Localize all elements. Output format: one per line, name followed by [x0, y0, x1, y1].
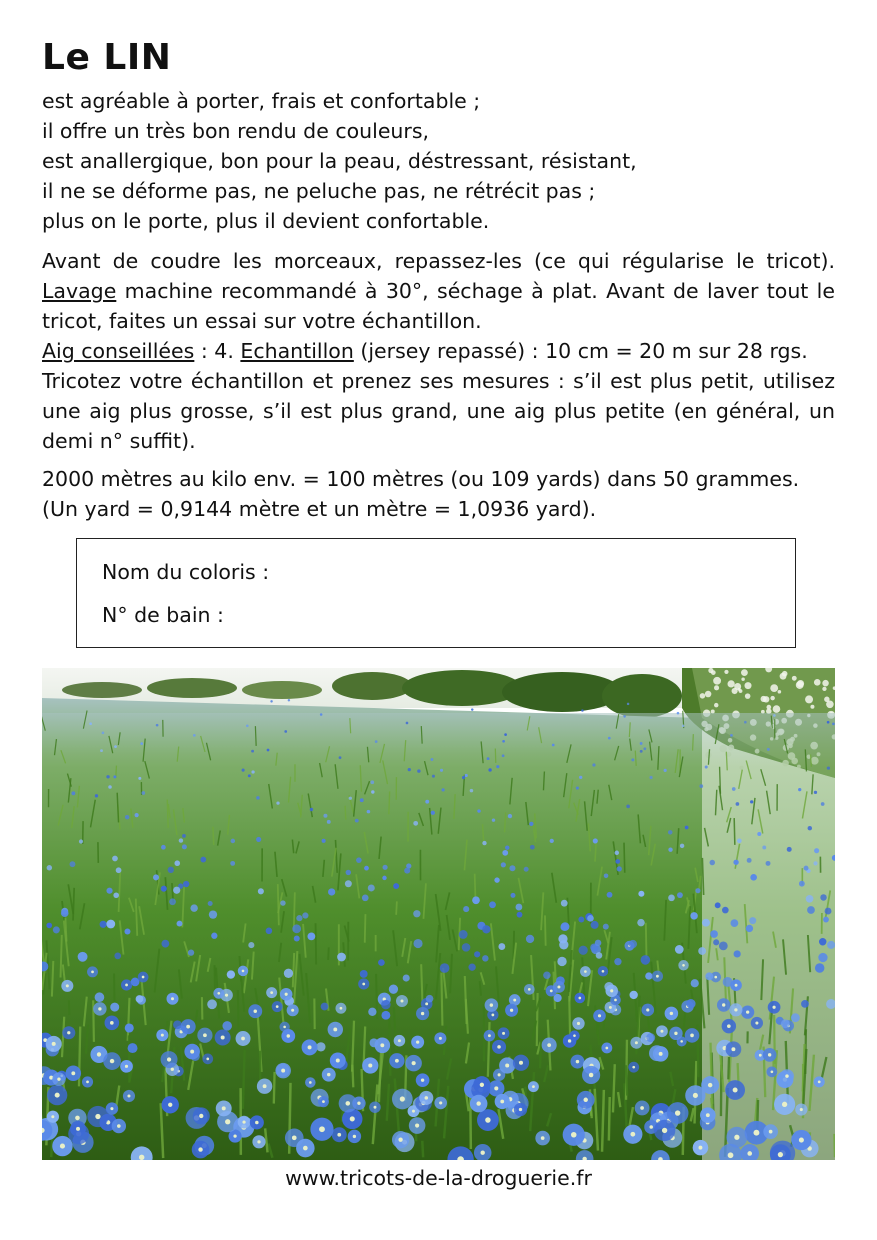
washing-label: Lavage	[42, 279, 117, 303]
website-url: www.tricots-de-la-droguerie.fr	[285, 1166, 592, 1190]
washing-text: machine recommandé à 30°, séchage à plat. Avant de laver tout le tricot, faites un essai sur votre échantillon.	[42, 279, 835, 333]
page-title: Le LIN	[42, 37, 172, 78]
care-paragraph	[42, 246, 835, 336]
intro-paragraph	[42, 86, 832, 236]
needles-label: Aig conseillées	[42, 339, 195, 363]
intro-line: il ne se déforme pas, ne peluche pas, ne rétrécit pas ;	[42, 179, 596, 203]
care-instructions	[42, 246, 835, 456]
needles-value: : 4.	[200, 339, 234, 363]
intro-line: est anallergique, bon pour la peau, déstressant, résistant,	[42, 149, 637, 173]
swatch-label: Echantillon	[240, 339, 354, 363]
flax-field-photo	[42, 668, 835, 1160]
colour-info-box	[76, 538, 796, 648]
yardage-info	[42, 464, 835, 524]
before-sewing-text: Avant de coudre les morceaux, repassez-les (ce qui régularise le tricot).	[42, 249, 835, 273]
needles-paragraph	[42, 336, 835, 366]
intro-line: plus on le porte, plus il devient confortable.	[42, 209, 490, 233]
intro-line: est agréable à porter, frais et confortable ;	[42, 89, 481, 113]
yardage-line: 2000 mètres au kilo env. = 100 mètres (ou 109 yards) dans 50 grammes.	[42, 467, 800, 491]
yardage-conversion: (Un yard = 0,9144 mètre et un mètre = 1,0936 yard).	[42, 497, 597, 521]
flax-field-illustration	[42, 668, 835, 1160]
colour-name-label: Nom du coloris :	[102, 560, 270, 584]
swatch-text: (jersey repassé) : 10 cm = 20 m sur 28 rgs.	[360, 339, 808, 363]
intro-line: il offre un très bon rendu de couleurs,	[42, 119, 430, 143]
swatch-advice: Tricotez votre échantillon et prenez ses mesures : s’il est plus petit, utilisez une aig plus grosse, s’il est plus grand, une aig plus petite (en général, un demi n° suffit).	[42, 369, 835, 453]
dye-lot-label: N° de bain :	[102, 603, 224, 627]
